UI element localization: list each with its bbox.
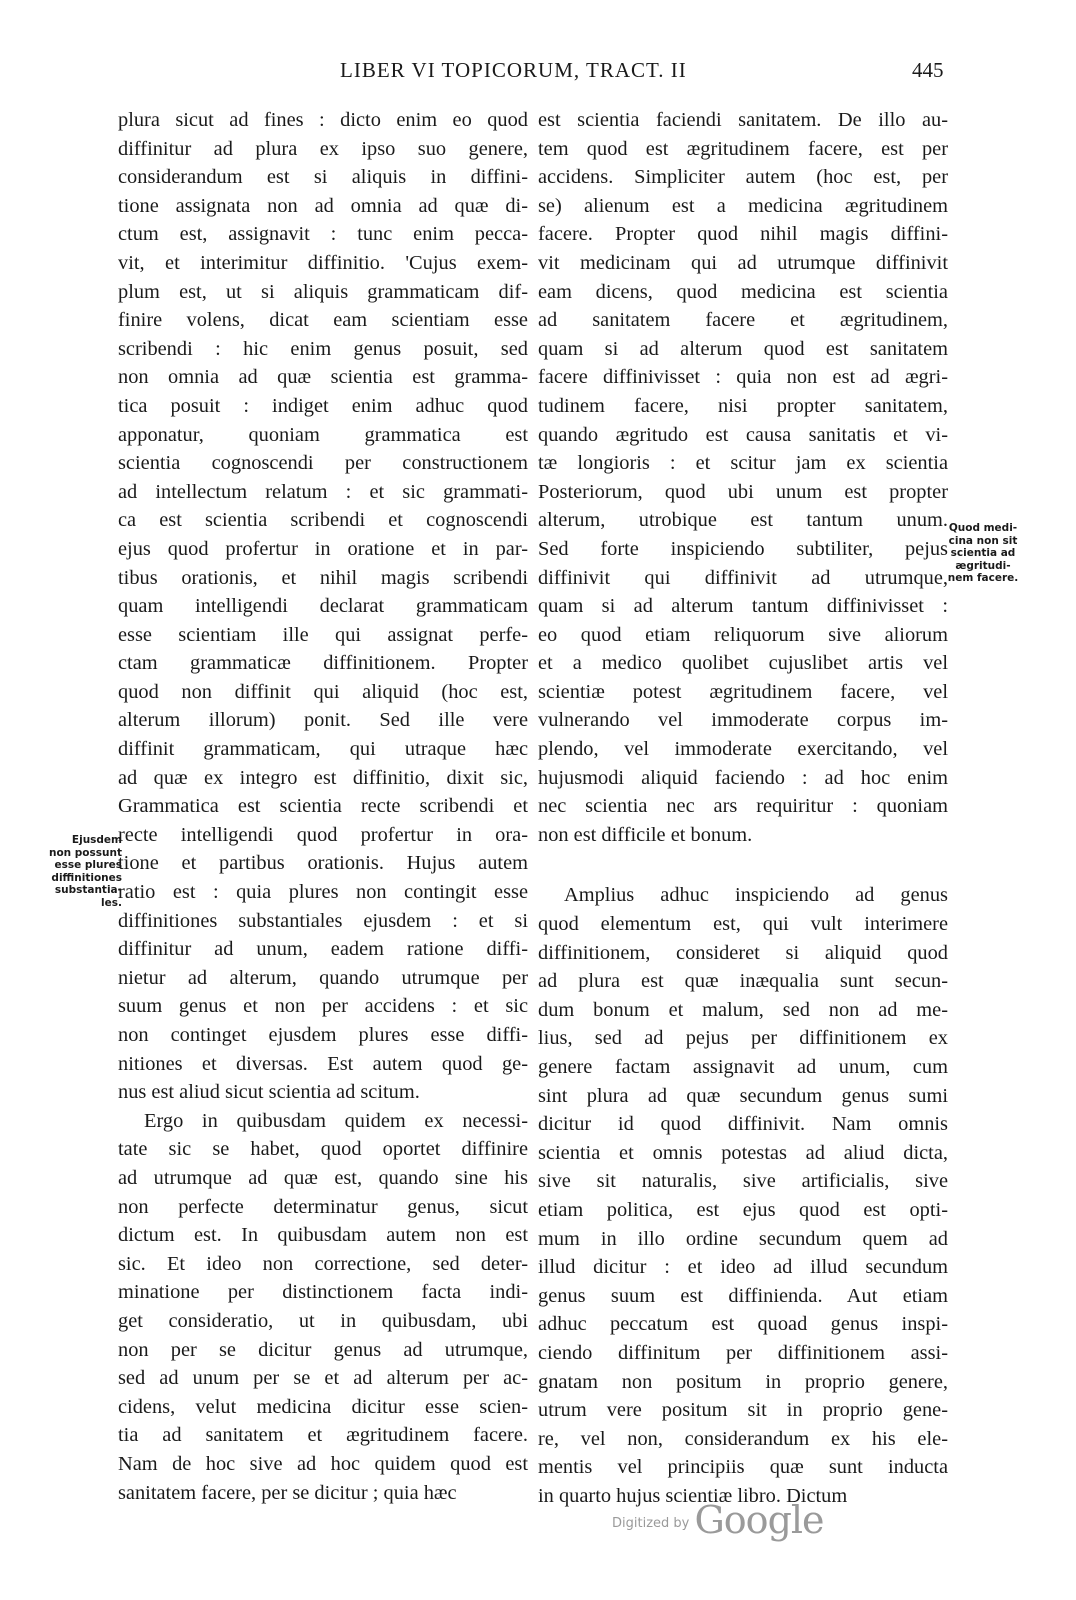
text-line: suum genus et non per accidens : et sic — [118, 995, 528, 1018]
text-line: diffinitionem, consideret si aliquid quod — [538, 941, 948, 964]
text-line: accidens. Simpliciter autem (hoc est, per — [538, 166, 948, 189]
text-line: minatione per distinctionem facta indi- — [118, 1281, 528, 1304]
google-logo-text: Google — [694, 1498, 824, 1542]
text-line: get consideratio, ut in quibusdam, ubi — [118, 1309, 528, 1332]
text-line: sed ad unum per se et ad alterum per ac- — [118, 1367, 528, 1390]
text-line: vit medicinam qui ad utrumque diffinivit — [538, 251, 948, 274]
margin-note-line: ægritudi- — [955, 559, 1011, 572]
text-line: ad sanitatem facere et ægritudinem, — [538, 309, 948, 332]
text-line: est scientia faciendi sanitatem. De illo au- — [538, 109, 948, 131]
text-line: mentis vel principiis quæ sunt inducta — [538, 1456, 948, 1479]
digitized-label: Digitized by — [612, 1516, 690, 1531]
text-line: Grammatica est scientia recte scribendi et — [118, 795, 528, 818]
text-line: tica posuit : indiget enim adhuc quod — [118, 394, 528, 417]
text-line: Nam de hoc sive ad hoc quidem quod est — [118, 1452, 528, 1475]
text-line: cidens, velut medicina dicitur esse scien- — [118, 1395, 528, 1418]
text-line: se) alienum est a medicina ægritudinem — [538, 194, 948, 217]
page-number: 445 — [912, 58, 944, 82]
text-line: facere. Propter quod nihil magis diffini- — [538, 223, 948, 246]
text-line: eam dicens, quod medicina est scientia — [538, 280, 948, 303]
text-line: facere diffinivisset : quia non est ad ægri- — [538, 366, 948, 389]
text-line: nus est aliud sicut scientia ad scitum. — [118, 1081, 420, 1104]
text-line: scientia cognoscendi per constructionem — [118, 452, 528, 475]
margin-note-line: nem facere. — [947, 572, 1019, 584]
text-line: plura sicut ad fines : dicto enim eo quod — [118, 109, 528, 131]
text-line: non per se dicitur genus ad utrumque, — [118, 1338, 528, 1361]
text-line: ctum est, assignavit : tunc enim pecca- — [118, 223, 528, 246]
text-line: apponatur, quoniam grammatica est — [118, 423, 528, 446]
margin-note-line: scientia ad — [950, 547, 1016, 559]
margin-note-line: cina non sit — [948, 534, 1018, 547]
paragraph-gap — [538, 849, 948, 881]
text-line: alterum, utrobique est tantum unum. — [538, 509, 948, 532]
text-line: plum est, ut si aliquis grammaticam dif- — [118, 280, 528, 303]
text-line: adhuc peccatum est quoad genus inspi- — [538, 1313, 948, 1336]
margin-note-line: les. — [101, 896, 122, 909]
text-line: dum bonum et malum, sed non ad me- — [538, 998, 948, 1021]
text-line: in quarto hujus scientiæ libro. Dictum — [538, 1484, 848, 1507]
text-line: diffinivit qui diffinivit ad utrumque, — [538, 566, 948, 589]
text-line: non omnia ad quæ scientia est gramma- — [118, 366, 528, 389]
text-line: recte intelligendi quod profertur in ora- — [118, 823, 528, 846]
text-line: tione assignata non ad omnia ad quæ di- — [118, 194, 528, 217]
text-line: ad quæ ex integro est diffinitio, dixit sic, — [118, 766, 528, 789]
text-line: sive sit naturalis, sive artificialis, sive — [538, 1170, 948, 1193]
text-line: non est difficile et bonum. — [538, 823, 753, 846]
margin-note-line: non possunt — [48, 846, 122, 859]
text-line: scribendi : hic enim genus posuit, sed — [118, 337, 528, 360]
text-line: gnatam non positum in proprio genere, — [538, 1370, 948, 1393]
text-line: sic. Et ideo non correctione, sed deter- — [118, 1252, 528, 1275]
text-line: dictum est. In quibusdam autem non est — [118, 1224, 528, 1247]
text-line: vulnerando vel immoderate corpus im- — [538, 709, 948, 732]
text-line: Amplius adhuc inspiciendo ad genus — [564, 884, 948, 907]
text-line: re, vel non, considerandum ex his ele- — [538, 1427, 948, 1450]
text-line: ctam grammaticæ diffinitionem. Propter — [118, 652, 528, 675]
text-line: sanitatem facere, per se dicitur ; quia hæc — [118, 1481, 457, 1504]
text-line: nitiones et diversas. Est autem quod ge- — [118, 1052, 528, 1075]
text-line: scientiæ potest ægritudinem facere, vel — [538, 680, 948, 703]
text-line: utrum vere positum sit in proprio gene- — [538, 1399, 948, 1422]
text-line: ca est scientia scribendi et cognoscendi — [118, 509, 528, 532]
text-line: eo quod etiam reliquorum sive aliorum — [538, 623, 948, 646]
text-line: tudinem facere, nisi propter sanitatem, — [538, 394, 948, 417]
text-line: tem quod est ægritudinem facere, est per — [538, 137, 948, 160]
text-line: sint plura ad quæ secundum genus sumi — [538, 1084, 948, 1107]
text-line: ad intellectum relatum : et sic grammati- — [118, 480, 528, 503]
digitization-watermark — [612, 1498, 824, 1542]
text-line: quando ægritudo est causa sanitatis et vi- — [538, 423, 948, 446]
text-line: ad plura est quæ inæqualia sunt secun- — [538, 970, 948, 993]
text-line: esse scientiam ille qui assignat perfe- — [118, 623, 528, 646]
text-line: genere factam assignavit ad unum, cum — [538, 1056, 948, 1078]
margin-note-left — [18, 834, 122, 909]
text-line: ratio est : quia plures non contingit esse — [118, 881, 528, 904]
text-line: alterum illorum) ponit. Sed ille vere — [118, 709, 528, 732]
text-line: lius, sed ad pejus per diffinitionem ex — [538, 1027, 948, 1050]
margin-note-line: Ejusdem — [71, 834, 122, 846]
text-line: vit, et interimitur diffinitio. 'Cujus exem- — [118, 251, 528, 274]
margin-note-line: diffinitiones — [51, 871, 122, 884]
text-line: finire volens, dicat eam scientiam esse — [118, 309, 528, 332]
text-line: quam intelligendi declarat grammaticam — [118, 595, 528, 618]
margin-note-line: Quod medi- — [948, 522, 1018, 534]
text-line: nec scientia nec ars requiritur : quoniam — [538, 795, 948, 818]
margin-note-right — [940, 522, 1026, 585]
margin-note-line: substantia- — [54, 884, 122, 896]
page-header — [0, 58, 1076, 94]
text-line: diffinitur ad plura ex ipso suo genere, — [118, 137, 528, 160]
running-title: LIBER VI TOPICORUM, TRACT. II — [340, 58, 687, 82]
text-line: quod non diffinit qui aliquid (hoc est, — [118, 680, 528, 703]
text-line: tæ longioris : et scitur jam ex scientia — [538, 452, 948, 475]
text-line: ciendo diffinitum per diffinitionem assi- — [538, 1341, 948, 1364]
text-line: hujusmodi aliquid faciendo : ad hoc enim — [538, 766, 948, 789]
text-line: non perfecte determinatur genus, sicut — [118, 1195, 528, 1218]
text-line: considerandum est si aliquis in diffini- — [118, 166, 528, 189]
text-line: ad utrumque ad quæ est, quando sine his — [118, 1166, 528, 1189]
text-line: dicitur id quod diffinivit. Nam omnis — [538, 1113, 948, 1136]
text-line: diffinitur ad unum, eadem ratione diffi- — [118, 938, 528, 961]
text-line: plendo, vel immoderate exercitando, vel — [538, 738, 948, 761]
text-line: quam si ad alterum quod est sanitatem — [538, 337, 948, 360]
text-line: diffinitiones substantiales ejusdem : et si — [118, 909, 528, 932]
text-line: et a medico quolibet cujuslibet artis vel — [538, 652, 948, 675]
text-line: scientia et omnis potestas ad aliud dicta, — [538, 1141, 948, 1164]
text-line: Ergo in quibusdam quidem ex necessi- — [144, 1109, 528, 1132]
text-line: genus suum est diffinienda. Aut etiam — [538, 1284, 948, 1307]
text-line: nietur ad alterum, quando utrumque per — [118, 966, 528, 989]
text-line: tione et partibus orationis. Hujus autem — [118, 852, 528, 875]
text-line: diffinit grammaticam, qui utraque hæc — [118, 738, 528, 761]
text-line: illud dicitur : et ideo ad illud secundum — [538, 1256, 948, 1279]
text-line: tate sic se habet, quod oportet diffinire — [118, 1138, 528, 1161]
text-line: etiam politica, est ejus quod est opti- — [538, 1198, 948, 1221]
text-line: Sed forte inspiciendo subtiliter, pejus — [538, 537, 948, 560]
text-line: tia ad sanitatem et ægritudinem facere. — [118, 1424, 528, 1447]
text-line: ejus quod profertur in oratione et in par- — [118, 537, 528, 560]
text-line: Posteriorum, quod ubi unum est propter — [538, 480, 948, 503]
text-line: tibus orationis, et nihil magis scribendi — [118, 566, 528, 589]
text-line: mum in illo ordine secundum quem ad — [538, 1227, 948, 1250]
text-line: non continget ejusdem plures esse diffi- — [118, 1024, 528, 1046]
text-line: quod elementum est, qui vult interimere — [538, 913, 948, 936]
right-text-column — [538, 106, 948, 1511]
text-line: quam si ad alterum tantum diffinivisset : — [538, 595, 948, 618]
margin-note-line: esse plures — [54, 859, 122, 871]
left-text-column — [118, 106, 528, 1507]
